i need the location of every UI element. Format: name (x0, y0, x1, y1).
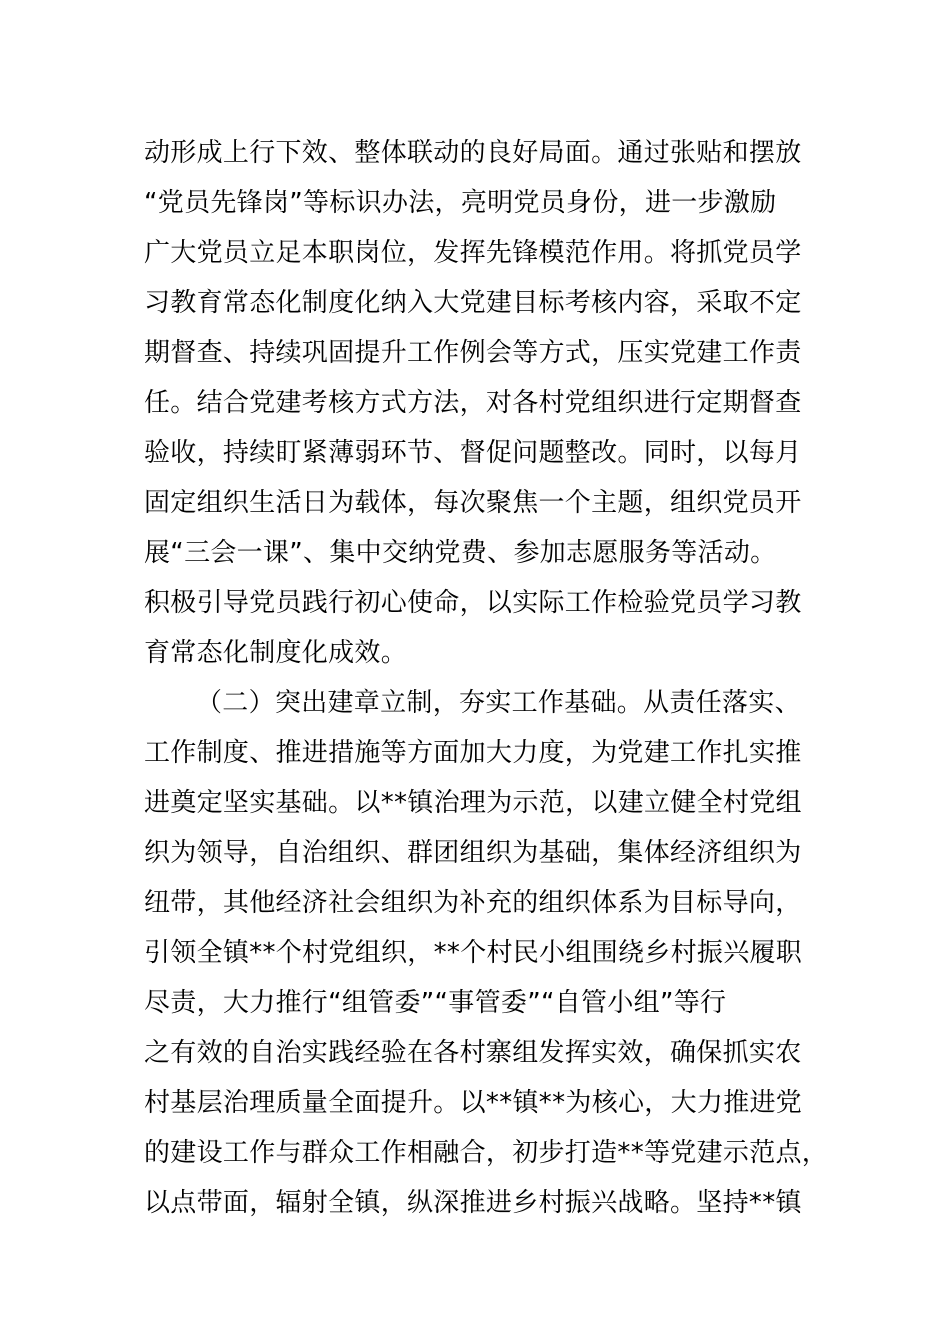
text-line: 期督查、持续巩固提升工作例会等方式，压实党建工作责 (144, 338, 802, 368)
text-line: 以点带面，辐射全镇，纵深推进乡村振兴战略。坚持**镇 (144, 1188, 802, 1218)
text-line: 育常态化制度化成效。 (144, 638, 408, 668)
text-line: 习教育常态化制度化纳入大党建目标考核内容，采取不定 (144, 288, 802, 318)
text-line: 验收，持续盯紧薄弱环节、督促问题整改。同时，以每月 (144, 438, 802, 468)
text-line: 进奠定坚实基础。以**镇治理为示范，以建立健全村党组 (144, 788, 802, 818)
text-line: 任。结合党建考核方式方法，对各村党组织进行定期督查 (144, 388, 802, 418)
text-line: 之有效的自治实践经验在各村寨组发挥实效，确保抓实农 (144, 1038, 802, 1068)
text-line: 村基层治理质量全面提升。以**镇**为核心，大力推进党 (144, 1088, 803, 1118)
text-line: 的建设工作与群众工作相融合，初步打造**等党建示范点， (144, 1138, 829, 1168)
text-line: 纽带，其他经济社会组织为补充的组织体系为目标导向， (144, 888, 802, 918)
text-line: 展“三会一课”、集中交纳党费、参加志愿服务等活动。 (144, 538, 777, 568)
text-line: 固定组织生活日为载体，每次聚焦一个主题，组织党员开 (144, 488, 802, 518)
text-line: 引领全镇**个村党组织，**个村民小组围绕乡村振兴履职 (144, 938, 803, 968)
text-line: 积极引导党员践行初心使命，以实际工作检验党员学习教 (144, 588, 802, 618)
body-text (144, 128, 844, 1228)
text-line: 工作制度、推进措施等方面加大力度，为党建工作扎实推 (144, 738, 802, 768)
text-line: 动形成上行下效、整体联动的良好局面。通过张贴和摆放 (144, 138, 802, 168)
text-line: “党员先锋岗”等标识办法，亮明党员身份，进一步激励 (144, 188, 777, 218)
section-heading-line: （二）突出建章立制，夯实工作基础。从责任落实、 (196, 688, 801, 718)
text-line: 尽责，大力推行“组管委”“事管委”“自管小组”等行 (144, 988, 727, 1018)
text-line: 广大党员立足本职岗位，发挥先锋模范作用。将抓党员学 (144, 238, 802, 268)
text-line: 织为领导，自治组织、群团组织为基础，集体经济组织为 (144, 838, 802, 868)
